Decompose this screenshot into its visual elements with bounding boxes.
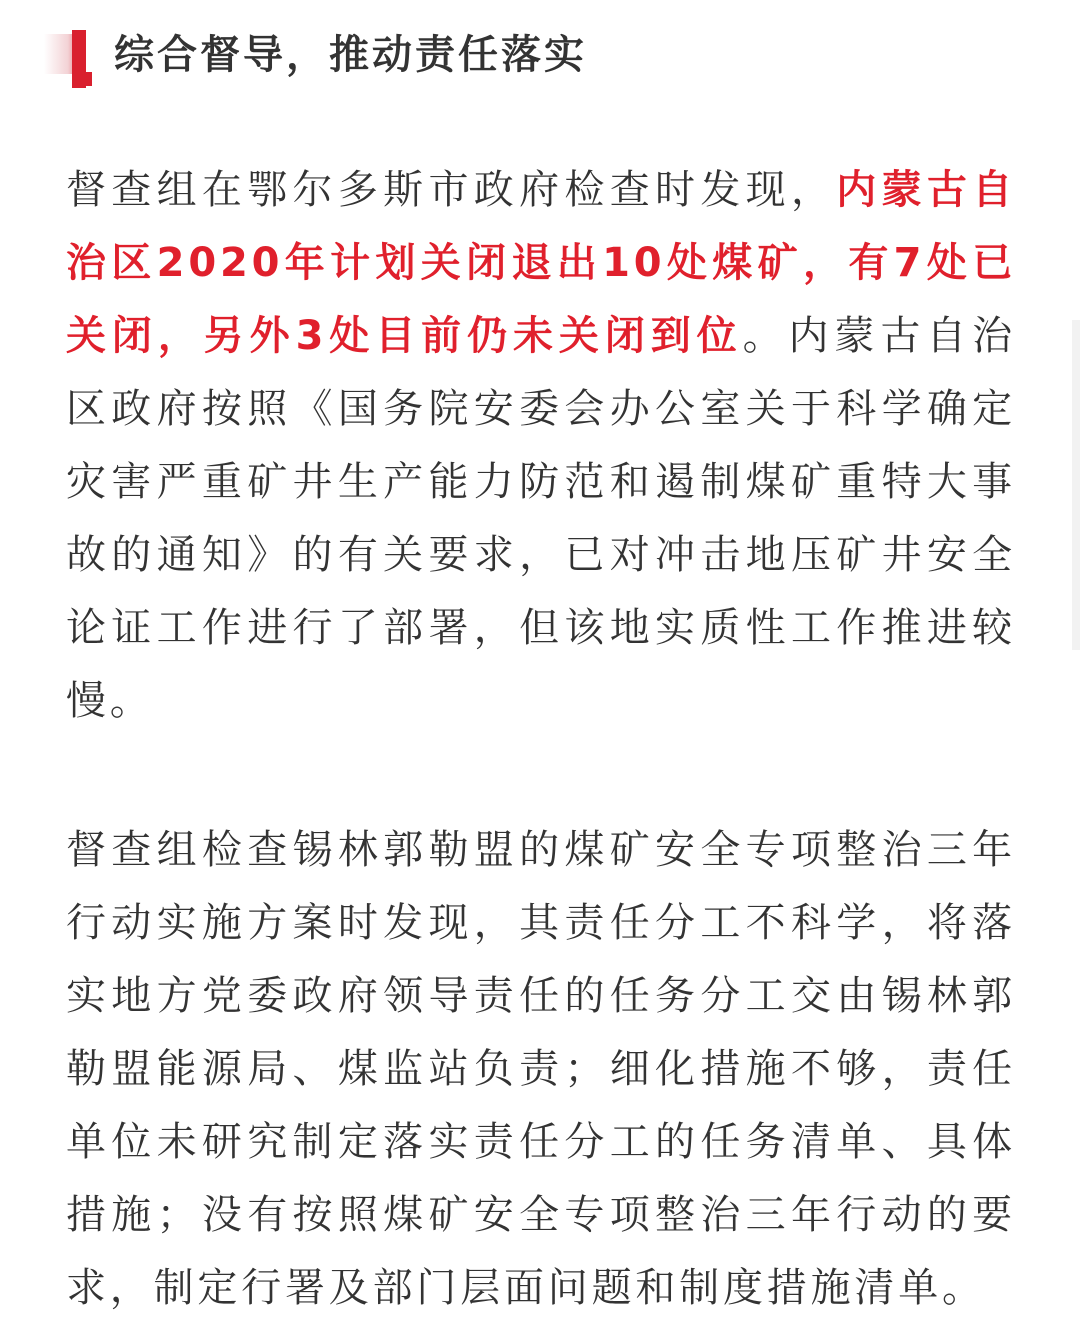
heading-marker-icon: [44, 26, 92, 86]
paragraph-ordos-rest: 。内蒙古自治区政府按照《国务院安委会办公室关于科学确定灾害严重矿井生产能力防范和遏制煤矿重特大事故的通知》的有关要求，已对冲击地压矿井安全论证工作进行了部署，但该地实质性工作推进较慢。: [66, 313, 1016, 724]
section-title: 综合督导，推动责任落实: [114, 32, 587, 78]
paragraph-ordos-lead: 督查组在鄂尔多斯市政府检查时发现，: [66, 167, 837, 213]
scroll-edge: [1072, 320, 1080, 650]
section-heading: [44, 26, 1044, 86]
paragraph-xilingol-text: 督查组检查锡林郭勒盟的煤矿安全专项整治三年行动实施方案时发现，其责任分工不科学，将落实地方党委政府领导责任的任务分工交由锡林郭勒盟能源局、煤监站负责；细化措施不够，责任单位未研究制定落实责任分工的任务清单、具体措施；没有按照煤矿安全专项整治三年行动的要求，制定行署及部门层面问题和制度措施清单。: [66, 827, 1016, 1311]
paragraph-xilingol: [66, 814, 1016, 1325]
paragraph-ordos: [66, 154, 1016, 738]
highlighted-finding: 内蒙古自治区2020年计划关闭退出10处煤矿，有7处已关闭，另外3处目前仍未关闭到位: [66, 167, 1016, 359]
